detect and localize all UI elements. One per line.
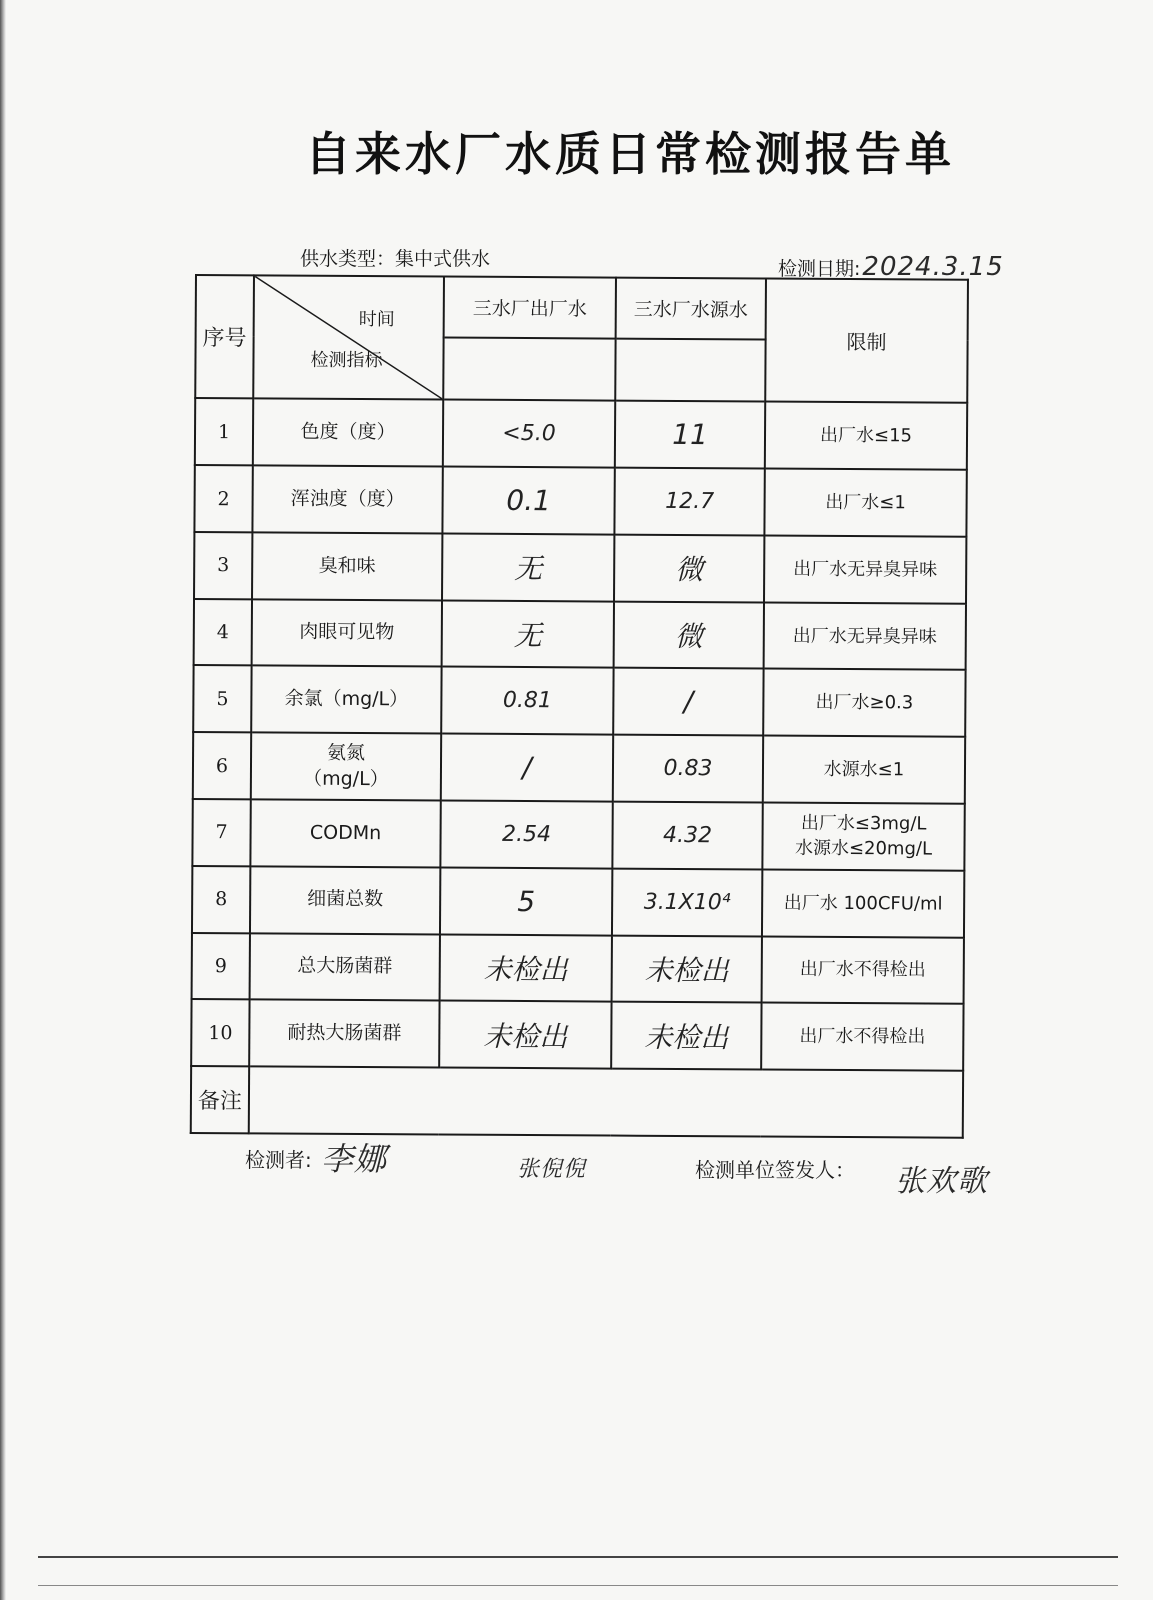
row-number: 3 [194,532,252,599]
row-number: 7 [192,799,250,866]
header-time: 时间 [358,309,395,331]
table-row [194,532,966,603]
row-number: 1 [195,398,253,465]
indicator-name: 氨氮 （mg/L） [251,733,441,801]
table-row [195,398,967,469]
table-row [193,732,965,803]
row-number: 4 [194,599,252,666]
header-indicator: 检测指标 [310,350,383,372]
header-site-a-blank [443,337,615,401]
value-outlet-water: 2.54 [440,801,612,869]
row-number: 9 [192,933,250,1000]
limit-value: 出厂水≤3mg/L 水源水≤20mg/L [762,802,964,870]
indicator-name: CODMn [250,799,440,867]
test-date-value: 2024.3.15 [862,252,1004,282]
header-site-b: 三水厂水源水 [616,278,766,340]
value-outlet-water: / [441,734,613,802]
value-source-water: 未检出 [612,935,762,1003]
limit-value: 出厂水不得检出 [761,1003,963,1071]
indicator-name: 臭和味 [252,532,442,600]
remark-label: 备注 [191,1066,249,1133]
value-outlet-water: 未检出 [439,1001,611,1069]
row-number: 6 [193,732,251,799]
table-row [193,665,965,736]
table-row [194,465,966,536]
value-source-water: / [613,668,763,736]
remark-row [191,1066,963,1138]
header-diagonal-cell [253,275,444,400]
value-outlet-water: 未检出 [440,934,612,1002]
limit-value: 出厂水≤15 [765,402,967,470]
issuer-signature: 张欢歌 [895,1164,988,1199]
limit-value: 出厂水 100CFU/ml [762,869,964,937]
value-source-water: 3.1X10⁴ [612,868,762,936]
indicator-name: 色度（度） [253,399,443,467]
indicator-name: 耐热大肠菌群 [249,1000,439,1068]
report-title: 自来水厂水质日常检测报告单 [305,127,955,181]
inspector-label: 检测者: [245,1148,312,1172]
header-site-b-blank [615,338,765,402]
limit-value: 出厂水无异臭异味 [764,535,966,603]
table-row [192,866,964,937]
header-limit: 限制 [765,278,968,403]
header-site-a: 三水厂出厂水 [444,277,616,339]
signature-row [245,1140,1045,1200]
bottom-rule [38,1556,1118,1558]
test-date-label: 检测日期: [778,258,861,280]
value-source-water: 4.32 [612,802,762,870]
remark-value [249,1066,963,1137]
table-row [192,799,964,870]
limit-value: 出厂水无异臭异味 [764,602,966,670]
scan-edge [0,0,6,1600]
indicator-name: 肉眼可见物 [252,599,442,667]
limit-value: 出厂水≤1 [764,469,966,537]
row-number: 10 [191,999,249,1066]
header-no: 序号 [195,275,254,399]
value-outlet-water: 5 [440,867,612,935]
inspector-signature: 李娜 [321,1140,388,1178]
value-source-water: 微 [614,601,764,669]
row-number: 2 [194,465,252,532]
value-source-water: 11 [615,401,765,469]
row-number: 5 [193,665,251,732]
table-row [194,599,966,670]
cosigner-signature: 张倪倪 [517,1157,587,1182]
indicator-name: 细菌总数 [250,866,440,934]
value-source-water: 未检出 [611,1002,761,1070]
value-source-water: 微 [614,535,764,603]
row-number: 8 [192,866,250,933]
limit-value: 出厂水≥0.3 [763,669,965,737]
issuer-label: 检测单位签发人： [695,1158,855,1182]
limit-value: 出厂水不得检出 [762,936,964,1004]
table-row [192,933,964,1004]
indicator-name: 余氯（mg/L） [251,666,441,734]
value-outlet-water: <5.0 [443,400,615,468]
supply-type: 供水类型：集中式供水 [300,248,491,270]
report-table [190,274,969,1139]
value-outlet-water: 0.81 [441,667,613,735]
value-outlet-water: 0.1 [442,467,614,535]
limit-value: 水源水≤1 [763,736,965,804]
indicator-name: 总大肠菌群 [250,933,440,1001]
bottom-rule-secondary [38,1585,1118,1586]
indicator-name: 浑浊度（度） [252,466,442,534]
table-row [191,999,963,1070]
value-outlet-water: 无 [442,533,614,601]
value-source-water: 12.7 [614,468,764,536]
value-source-water: 0.83 [613,735,763,803]
value-outlet-water: 无 [442,600,614,668]
diagonal-line [254,276,443,399]
